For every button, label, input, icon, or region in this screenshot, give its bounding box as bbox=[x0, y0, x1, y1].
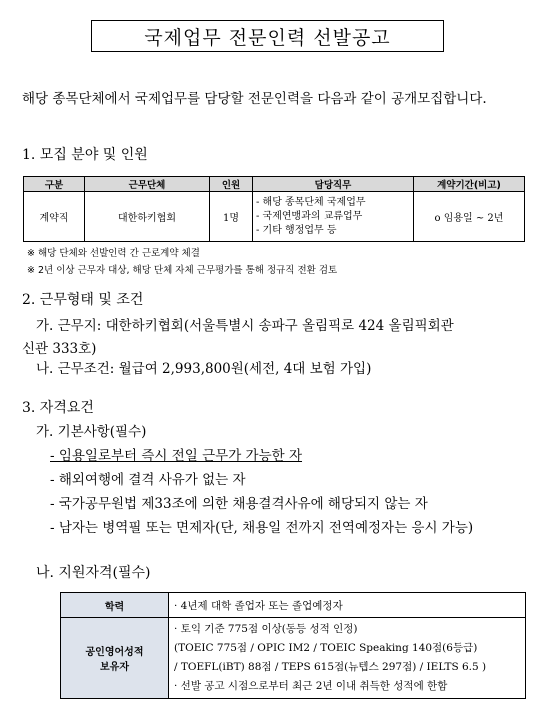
eng-line: (TOEIC 775점 / OPIC IM2 / TOEIC Speaking 140점(6등급) bbox=[174, 642, 478, 654]
duty-item: - 국제연맹과의 교류업무 bbox=[256, 210, 363, 222]
section1-heading: 1. 모집 분야 및 인원 bbox=[22, 147, 148, 163]
workplace-line-2: 신관 333호) bbox=[22, 341, 97, 357]
section3-heading: 3. 자격요건 bbox=[22, 400, 94, 416]
cell-org: 대한하키협회 bbox=[85, 192, 210, 242]
basic-item-1: - 임용일로부터 즉시 전일 근무가 가능한 자 bbox=[50, 448, 303, 464]
basic-item-3: - 국가공무원법 제33조에 의한 채용결격사유에 해당되지 않는 자 bbox=[50, 496, 428, 512]
note-1: ※ 해당 단체와 선발인력 간 근로계약 체결 bbox=[27, 248, 200, 259]
qualification-table bbox=[60, 592, 526, 699]
page-title bbox=[91, 20, 444, 52]
table-row bbox=[24, 192, 525, 242]
basic-item-4: - 남자는 병역필 또는 면제자(단, 채용일 전까지 전역예정자는 응시 가능) bbox=[50, 520, 474, 536]
eng-label-line: 공인영어성적 bbox=[85, 647, 144, 658]
header-period: 계약기간(비고) bbox=[414, 177, 525, 192]
eng-line: / TOEFL(iBT) 88점 / TEPS 615점(뉴텝스 297점) / IELTS 6.5 ) bbox=[174, 661, 487, 673]
header-type: 구분 bbox=[24, 177, 85, 192]
section2-heading: 2. 근무형태 및 조건 bbox=[22, 292, 144, 308]
eng-requirements bbox=[169, 618, 526, 699]
recruit-table bbox=[23, 176, 525, 242]
header-org: 근무단체 bbox=[85, 177, 210, 192]
header-duty: 담당직무 bbox=[253, 177, 414, 192]
cell-period: o 임용일 ~ 2년 bbox=[414, 192, 525, 242]
work-condition: 나. 근무조건: 월급여 2,993,800원(세전, 4대 보험 가입) bbox=[36, 361, 372, 377]
eng-line: · 선발 공고 시점으로부터 최근 2년 이내 취득한 성적에 한함 bbox=[174, 680, 448, 692]
cell-type: 계약직 bbox=[24, 192, 85, 242]
table-row bbox=[61, 618, 526, 699]
basic-heading: 가. 기본사항(필수) bbox=[36, 424, 147, 440]
apply-heading: 나. 지원자격(필수) bbox=[36, 565, 151, 581]
duty-item: - 기타 행정업무 등 bbox=[256, 224, 337, 236]
table-row bbox=[61, 593, 526, 618]
eng-line: · 토익 기준 775점 이상(동등 성적 인정) bbox=[174, 623, 358, 635]
edu-value: · 4년제 대학 졸업자 또는 졸업예정자 bbox=[169, 593, 526, 618]
header-count: 인원 bbox=[210, 177, 253, 192]
edu-label: 학력 bbox=[61, 593, 169, 618]
note-2: ※ 2년 이상 근무자 대상, 해당 단체 자체 근무평가를 통해 정규직 전환 검토 bbox=[27, 265, 338, 276]
recruit-table-header bbox=[24, 177, 525, 192]
title-text: 국제업무 전문인력 선발공고 bbox=[144, 26, 391, 49]
eng-label-line: 보유자 bbox=[100, 662, 129, 673]
cell-count: 1명 bbox=[210, 192, 253, 242]
workplace-line-1: 가. 근무지: 대한하키협회(서울특별시 송파구 올림픽로 424 올림픽회관 bbox=[36, 318, 454, 334]
basic-item-2: - 해외여행에 결격 사유가 없는 자 bbox=[50, 472, 246, 488]
cell-duty bbox=[253, 192, 414, 242]
intro-paragraph: 해당 종목단체에서 국제업무를 담당할 전문인력을 다음과 같이 공개모집합니다. bbox=[22, 91, 487, 107]
duty-item: - 해당 종목단체 국제업무 bbox=[256, 196, 366, 208]
eng-label bbox=[61, 618, 169, 699]
